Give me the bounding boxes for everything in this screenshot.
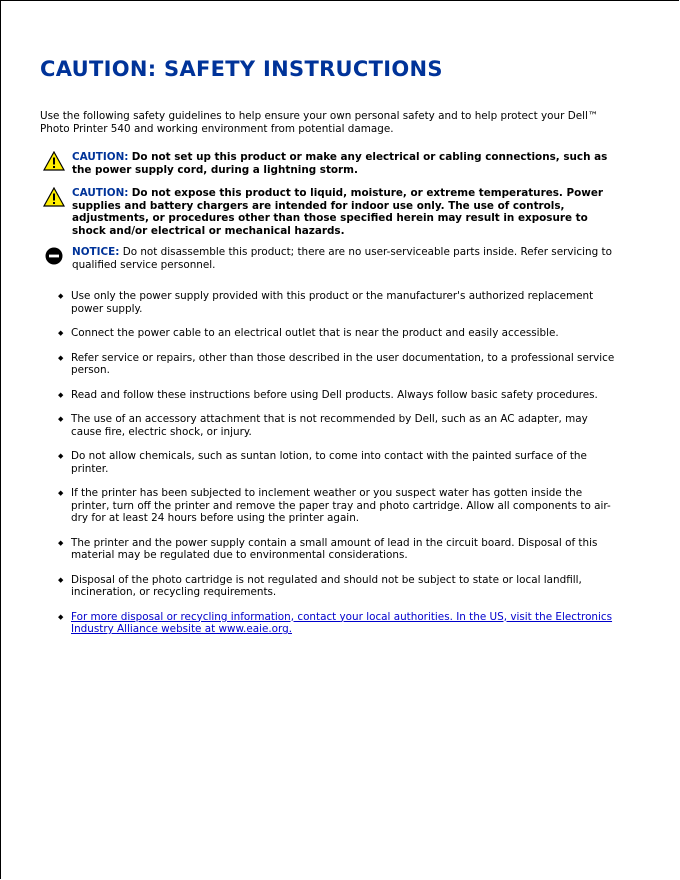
list-item: ◆ Use only the power supply provided with this product or the manufacturer's authorized replacement power supply. [41, 290, 616, 315]
caution-notice-2 [43, 187, 623, 237]
list-item: ◆ Disposal of the photo cartridge is not regulated and should not be subject to state or local landfill, incineration, or recycling requirements. [41, 574, 616, 599]
caution-notice-1 [43, 151, 623, 176]
safety-rules-list [41, 290, 616, 648]
list-item: ◆ Read and follow these instructions before using Dell products. Always follow basic safety procedures. [41, 389, 616, 402]
intro-paragraph: Use the following safety guidelines to help ensure your own personal safety and to help protect your Dell™ Photo Printer 540 and working environment from potential damage. [40, 110, 599, 135]
notice-text: Do not expose this product to liquid, moisture, or extreme temperatures. Power supplies and battery chargers are intended for indoor use only. The use of controls, adjustments, or procedures other than those specified herein may result in exposure to shock and/or electrical or mechanical hazards. [72, 187, 604, 237]
notice-text: Do not disassemble this product; there are no user-serviceable parts inside. Refer servicing to qualified service personnel. [72, 246, 612, 271]
notice-label: CAUTION: [72, 151, 129, 163]
notice-label: NOTICE: [72, 246, 120, 258]
warning-triangle-icon [43, 187, 65, 207]
list-item: ◆ The use of an accessory attachment that is not recommended by Dell, such as an AC adapter, may cause fire, electric shock, or injury. [41, 413, 616, 438]
page-title: CAUTION: SAFETY INSTRUCTIONS [40, 57, 443, 81]
list-item: ◆ Do not allow chemicals, such as suntan lotion, to come into contact with the painted surface of the printer. [41, 450, 616, 475]
list-item: ◆ Connect the power cable to an electrical outlet that is near the product and easily accessible. [41, 327, 616, 340]
list-item: ◆ If the printer has been subjected to inclement weather or you suspect water has gotten inside the printer, turn off the printer and remove the paper tray and photo cartridge. Allow all components to air-dry for at least 24 hours before using the printer again. [41, 487, 616, 525]
list-item [41, 611, 616, 636]
notice-box [43, 246, 623, 271]
warning-triangle-icon [43, 151, 65, 171]
list-item: ◆ The printer and the power supply contain a small amount of lead in the circuit board. Disposal of this material may be regulated due to environmental considerations. [41, 537, 616, 562]
notice-label: CAUTION: [72, 187, 129, 199]
recycling-info-link[interactable]: For more disposal or recycling information, contact your local authorities. In the US, visit the Electronics Industry Alliance website at www.eaie.org. [71, 610, 613, 635]
notice-text: Do not set up this product or make any electrical or cabling connections, such as the power supply cord, during a lightning storm. [72, 151, 608, 176]
notice-stop-icon [43, 246, 65, 266]
list-item: ◆ Refer service or repairs, other than those described in the user documentation, to a professional service person. [41, 352, 616, 377]
